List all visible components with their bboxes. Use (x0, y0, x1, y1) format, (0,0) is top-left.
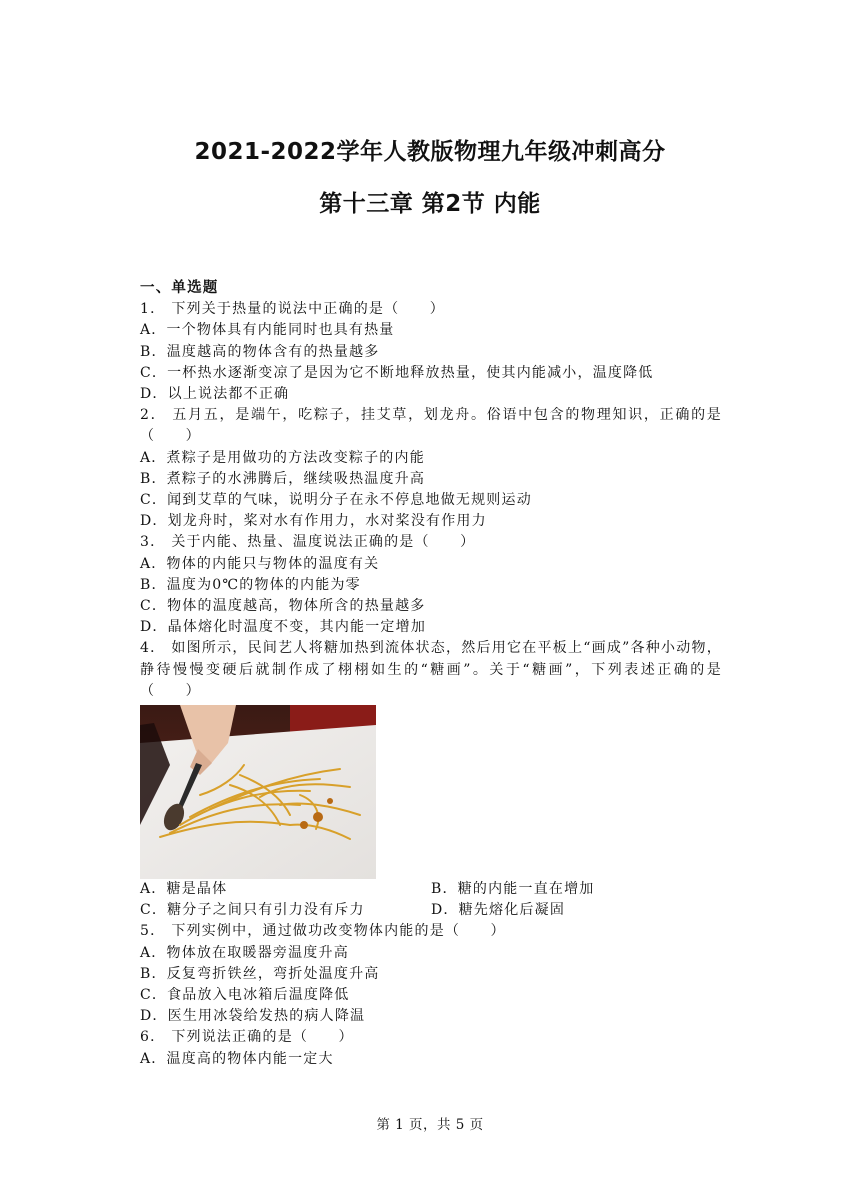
question-text: 下列关于热量的说法中正确的是（ ） (171, 301, 445, 318)
option-d: D．医生用冰袋给发热的病人降温 (140, 1008, 366, 1025)
document-subtitle: 第十三章 第2节 内能 (319, 191, 541, 217)
question-4 (140, 638, 722, 921)
option-c: C．闻到艾草的气味，说明分子在永不停息地做无规则运动 (140, 492, 532, 509)
question-stem (140, 921, 722, 942)
option-b: B．温度越高的物体含有的热量越多 (140, 343, 380, 360)
question-number: 2． (140, 407, 167, 424)
question-6 (140, 1027, 722, 1069)
question-text: 下列说法正确的是（ ） (171, 1029, 354, 1046)
question-number: 3． (140, 534, 166, 551)
sugar-painting-photo (140, 705, 376, 879)
page-number: 第 1 页，共 5 页 (376, 1117, 484, 1133)
question-number: 6． (140, 1029, 166, 1046)
option-a: A．一个物体具有内能同时也具有热量 (140, 322, 395, 339)
question-text: 五月五，是端午，吃粽子，挂艾草，划龙舟。俗语中包含的物理知识，正确的是（ ） (140, 407, 723, 445)
option-a: A．温度高的物体内能一定大 (140, 1050, 334, 1067)
document-title: 2021-2022学年人教版物理九年级冲刺高分 (194, 139, 666, 165)
question-number: 4． (140, 640, 166, 657)
question-number: 5． (140, 923, 166, 940)
question-2 (140, 405, 722, 532)
option-c: C．糖分子之间只有引力没有斥力 (140, 902, 365, 919)
option-d: D．以上说法都不正确 (140, 386, 290, 403)
option-d: D．糖先熔化后凝固 (431, 902, 566, 919)
option-b: B．煮粽子的水沸腾后，继续吸热温度升高 (140, 470, 426, 487)
option-row (140, 879, 722, 900)
question-stem (140, 299, 722, 320)
option-a: A．糖是晶体 (140, 881, 228, 898)
option-a: A．物体的内能只与物体的温度有关 (140, 555, 380, 572)
option-a: A．煮粽子是用做功的方法改变粽子的内能 (140, 449, 425, 466)
question-number: 1． (140, 301, 166, 318)
option-row (140, 900, 722, 921)
question-stem (140, 405, 722, 447)
option-b: B．反复弯折铁丝，弯折处温度升高 (140, 965, 380, 982)
option-c: C．一杯热水逐渐变凉了是因为它不断地释放热量，使其内能减小，温度降低 (140, 364, 654, 381)
question-5 (140, 921, 722, 1027)
section-heading: 一、单选题 (140, 280, 219, 296)
document-body (140, 278, 722, 1070)
question-text: 如图所示，民间艺人将糖加热到流体状态，然后用它在平板上“画成”各种小动物，静待慢慢变硬后就制作成了栩栩如生的“糖画”。关于“糖画”，下列表述正确的是（ ） (140, 640, 722, 699)
option-d: D．划龙舟时，桨对水有作用力，水对桨没有作用力 (140, 513, 487, 530)
question-1 (140, 299, 722, 405)
question-stem (140, 638, 722, 702)
option-d: D．晶体熔化时温度不变，其内能一定增加 (140, 619, 427, 636)
option-c: C．物体的温度越高，物体所含的热量越多 (140, 598, 426, 615)
question-3 (140, 532, 722, 638)
question-stem (140, 532, 722, 553)
option-c: C．食品放入电冰箱后温度降低 (140, 987, 350, 1004)
option-a: A．物体放在取暖器旁温度升高 (140, 944, 349, 961)
question-text: 关于内能、热量、温度说法正确的是（ ） (171, 534, 476, 551)
question-text: 下列实例中，通过做功改变物体内能的是（ ） (171, 923, 506, 940)
question-stem (140, 1027, 722, 1048)
option-b: B．糖的内能一直在增加 (431, 881, 595, 898)
option-b: B．温度为0℃的物体的内能为零 (140, 576, 361, 593)
